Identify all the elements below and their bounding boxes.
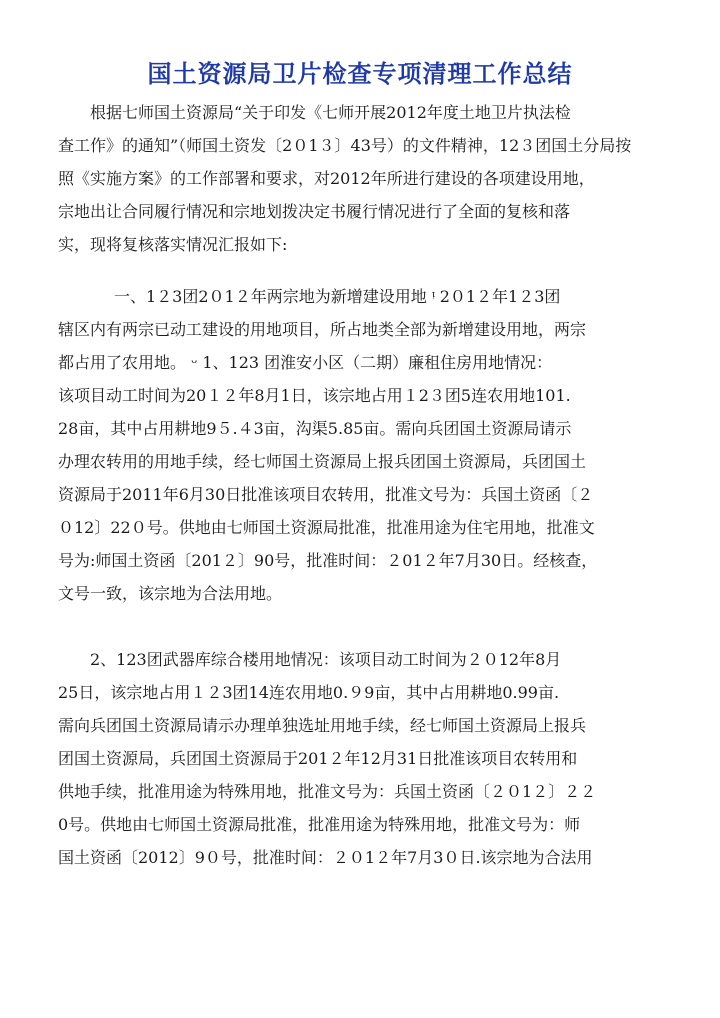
text-line: 需向兵团国土资源局请示办理单独选址用地手续，经七师国土资源局上报兵 (58, 716, 587, 735)
text-line: 查工作》的通知”（师国土资发〔2０1３〕43号）的文件精神，12３团国土分局按 (58, 136, 632, 155)
text-line: 根据七师国土资源局“关于印发《七师开展2012年度土地卫片执法检 (90, 103, 571, 122)
text-line: 供地手续，批准用途为特殊用地，批准文号为：兵国土资函〔２０1２〕２２ (58, 782, 597, 801)
text-line: 宗地出让合同履行情况和宗地划拨决定书履行情况进行了全面的复核和落 (58, 202, 571, 221)
paragraph-section-one (58, 280, 664, 610)
document-title: 国土资源局卫片检查专项清理工作总结 (147, 60, 573, 88)
text-line: 2、123团武器库综合楼用地情况：该项目动工时间为２０12年8月 (90, 650, 562, 669)
text-line: 资源局于2011年6月30日批准该项目农转用，批准文号为：兵国土资函〔２ (58, 485, 594, 504)
text-line: 团国土资源局，兵团国土资源局于201２年12月31日批准该项目农转用和 (58, 749, 578, 768)
text-line: 都占用了农用地。 ᵕ 1、123 团淮安小区（二期）廉租住房用地情况： (58, 353, 553, 372)
paragraph-item-two (58, 643, 664, 874)
text-line: ０12〕22０号。供地由七师国土资源局批准，批准用途为住宅用地，批准文 (58, 518, 595, 537)
text-line: 照《实施方案》的工作部署和要求，对2012年所进行建设的各项建设用地， (58, 169, 595, 188)
paragraph-intro (58, 96, 664, 261)
text-line: 国土资函〔2012〕9０号，批准时间：２０1２年7月3０日.该宗地为合法用 (58, 848, 593, 867)
text-line: 28亩，其中占用耕地9５.４3亩，沟渠5.85亩。需向兵团国土资源局请示 (58, 419, 572, 438)
text-line: 0号。供地由七师国土资源局批准，批准用途为特殊用地，批准文号为：师 (58, 815, 581, 834)
text-line: 号为:师国土资函〔201２〕90号，批准时间：２01２年7月30日。经核查， (58, 551, 598, 570)
text-line: 辖区内有两宗已动工建设的用地项目，所占地类全部为新增建设用地，两宗 (58, 320, 587, 339)
text-line: 一、1２3团2０1２年两宗地为新增建设用地 ᵎ 2０1２年1２3团 (114, 287, 561, 306)
text-line: 25日，该宗地占用１２3团14连农用地0.９9亩，其中占用耕地0.99亩. (58, 683, 560, 702)
text-line: 该项目动工时间为20１２年8月1日，该宗地占用１2３团5连农用地101. (58, 386, 571, 405)
text-line: 办理农转用的用地手续，经七师国土资源局上报兵团国土资源局，兵团国土 (58, 452, 587, 471)
text-line: 实，现将复核落实情况汇报如下: (58, 235, 288, 254)
text-line: 文号一致，该宗地为合法用地。 (58, 584, 283, 603)
